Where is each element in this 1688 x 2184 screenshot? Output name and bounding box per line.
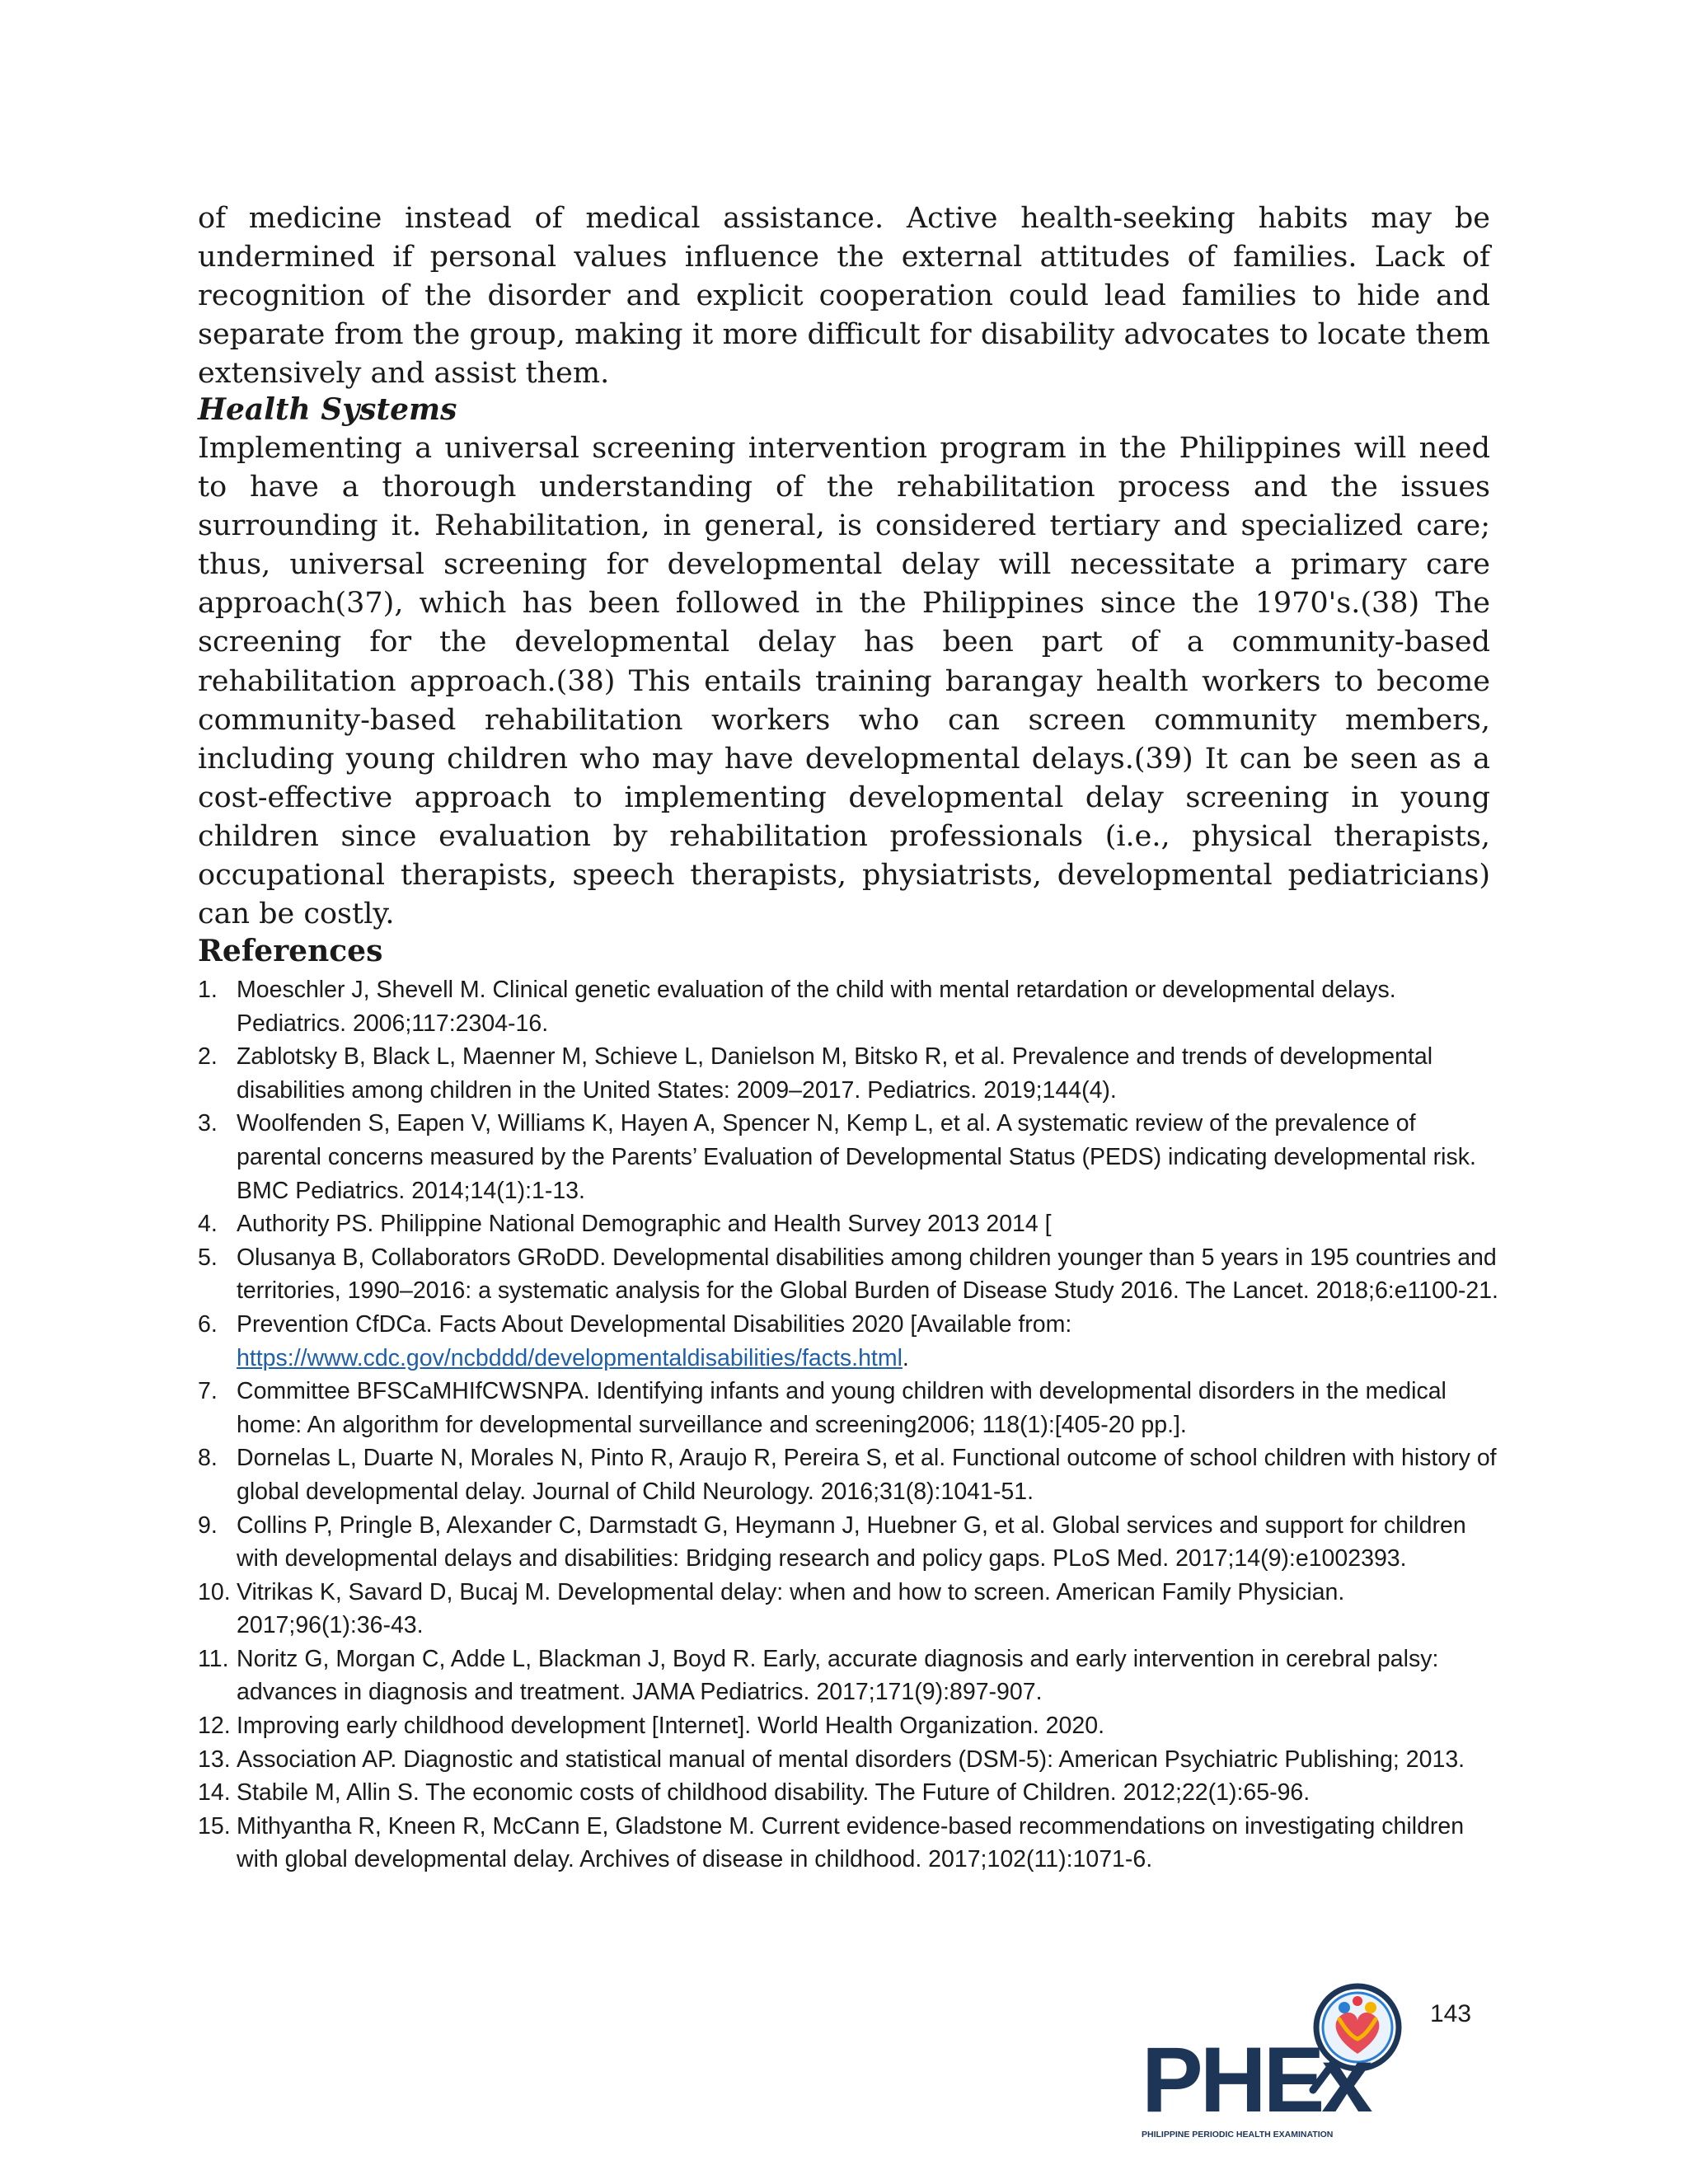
- reference-text: Committee BFSCaMHIfCWSNPA. Identifying infants and young children with developmental disorders in the medical home: An algorithm for developmental surveillance and screening2006; 118(1):[405-20 pp.].: [237, 1378, 1447, 1438]
- reference-number: 7.: [198, 1378, 218, 1405]
- references-list: [198, 973, 1500, 1877]
- reference-number: 10.: [198, 1578, 231, 1605]
- reference-number: 8.: [198, 1445, 218, 1472]
- reference-item: [198, 1441, 1500, 1508]
- phex-logo-wordmark: PHEx: [1142, 2028, 1370, 2131]
- reference-text: Collins P, Pringle B, Alexander C, Darmstadt G, Heymann J, Huebner G, et al. Global services and support for children with developmental delays and disabilities: Bridging research and policy gaps. PLoS Med. 2017;14(9):e1002393.: [237, 1511, 1466, 1572]
- reference-text: Woolfenden S, Eapen V, Williams K, Hayen A, Spencer N, Kemp L, et al. A systematic review of the prevalence of parental concerns measured by the Parents’ Evaluation of Developmental Status (PEDS) indicating developmental risk. BMC Pediatrics. 2014;14(1):1-13.: [237, 1110, 1476, 1204]
- references-heading: References: [198, 934, 383, 968]
- reference-text: Moeschler J, Shevell M. Clinical genetic evaluation of the child with mental retardation or developmental delays. Pediatrics. 2006;117:2304-16.: [237, 977, 1396, 1037]
- reference-item: [198, 1040, 1500, 1107]
- reference-text: Zablotsky B, Black L, Maenner M, Schieve L, Danielson M, Bitsko R, et al. Prevalence and trends of developmental disabilities among children in the United States: 2009–2017. Pediatrics. 2019;144(4).: [237, 1043, 1433, 1104]
- section-heading-health-systems: Health Systems: [198, 392, 457, 427]
- reference-number: 3.: [198, 1110, 218, 1137]
- reference-text: Association AP. Diagnostic and statistical manual of mental disorders (DSM-5): American Psychiatric Publishing; 2013.: [237, 1746, 1465, 1773]
- phex-logo-tagline: PHILIPPINE PERIODIC HEALTH EXAMINATION: [1142, 2130, 1334, 2139]
- reference-number: 15.: [198, 1812, 231, 1840]
- reference-number: 6.: [198, 1310, 218, 1338]
- reference-item: [198, 1308, 1500, 1375]
- reference-text: Noritz G, Morgan C, Adde L, Blackman J, Boyd R. Early, accurate diagnosis and early intervention in cerebral palsy: advances in diagnosis and treatment. JAMA Pediatrics. 2017;171(9):897-907.: [237, 1645, 1439, 1706]
- page-number: 143: [1430, 2000, 1472, 2027]
- reference-item: [198, 1241, 1500, 1308]
- reference-number: 2.: [198, 1043, 218, 1071]
- reference-number: 1.: [198, 977, 218, 1003]
- body-paragraph-intro: of medicine instead of medical assistance. Active health-seeking habits may be undermined if personal values influence the external attitudes of families. Lack of recognition of the disorder and explicit cooperation could lead families to hide and separate from the group, making it more difficult for disability advocates to locate them extensively and assist them.: [198, 202, 1490, 391]
- reference-item: [198, 1107, 1500, 1207]
- reference-item: [198, 1743, 1500, 1777]
- reference-item: [198, 1810, 1500, 1877]
- reference-item: [198, 1776, 1500, 1810]
- reference-item: [198, 973, 1500, 1040]
- reference-text: Authority PS. Philippine National Demographic and Health Survey 2013 2014 [: [237, 1211, 1052, 1238]
- reference-text: Olusanya B, Collaborators GRoDD. Developmental disabilities among children younger than 5 years in 195 countries and territories, 1990–2016: a systematic analysis for the Global Burden of Disease Study 2016. The Lancet. 2018;6:e1100-21.: [237, 1244, 1498, 1305]
- reference-text: Prevention CfDCa. Facts About Developmental Disabilities 2020 [Available from:: [237, 1310, 1072, 1338]
- reference-number: 9.: [198, 1511, 218, 1539]
- reference-text: Mithyantha R, Kneen R, McCann E, Gladstone M. Current evidence-based recommendations on investigating children with global developmental delay. Archives of disease in childhood. 2017;102(11):1071-6.: [237, 1812, 1465, 1873]
- reference-item: [198, 1509, 1500, 1576]
- reference-item: [198, 1576, 1500, 1643]
- reference-item: [198, 1207, 1500, 1241]
- reference-text: Vitrikas K, Savard D, Bucaj M. Developmental delay: when and how to screen. American Family Physician. 2017;96(1):36-43.: [237, 1578, 1345, 1639]
- reference-item: [198, 1643, 1500, 1709]
- reference-number: 13.: [198, 1746, 231, 1773]
- reference-text: Stabile M, Allin S. The economic costs of childhood disability. The Future of Children. 2012;22(1):65-96.: [237, 1779, 1311, 1807]
- reference-number: 12.: [198, 1713, 231, 1740]
- reference-number: 14.: [198, 1779, 231, 1807]
- reference-item: [198, 1709, 1500, 1743]
- phex-logo: [1142, 1978, 1422, 2143]
- reference-number: 4.: [198, 1211, 218, 1238]
- reference-link[interactable]: https://www.cdc.gov/ncbddd/developmentaldisabilities/facts.html: [237, 1344, 903, 1371]
- reference-item: [198, 1375, 1500, 1441]
- body-paragraph-health-systems: Implementing a universal screening intervention program in the Philippines will need to have a thorough understanding of the rehabilitation process and the issues surrounding it. Rehabilitation, in general, is considered tertiary and specialized care; thus, universal screening for developmental delay will necessitate a primary care approach(37), which has been followed in the Philippines since the 1970's.(38) The screening for the developmental delay has been part of a community-based rehabilitation approach.(38) This entails training barangay health workers to become community-based rehabilitation workers who can screen community members, including young children who may have developmental delays.(39) It can be seen as a cost-effective approach to implementing developmental delay screening in young children since evaluation by rehabilitation professionals (i.e., physical therapists, occupational therapists, speech therapists, physiatrists, developmental pediatricians) can be costly.: [198, 432, 1490, 931]
- reference-text: Improving early childhood development [Internet]. World Health Organization. 2020.: [237, 1713, 1104, 1740]
- reference-number: 5.: [198, 1244, 218, 1271]
- reference-text: Dornelas L, Duarte N, Morales N, Pinto R, Araujo R, Pereira S, et al. Functional outcome of school children with history of global developmental delay. Journal of Child Neurology. 2016;31(8):1041-51.: [237, 1445, 1497, 1505]
- reference-number: 11.: [198, 1645, 229, 1672]
- reference-trailing-text: .: [902, 1344, 909, 1371]
